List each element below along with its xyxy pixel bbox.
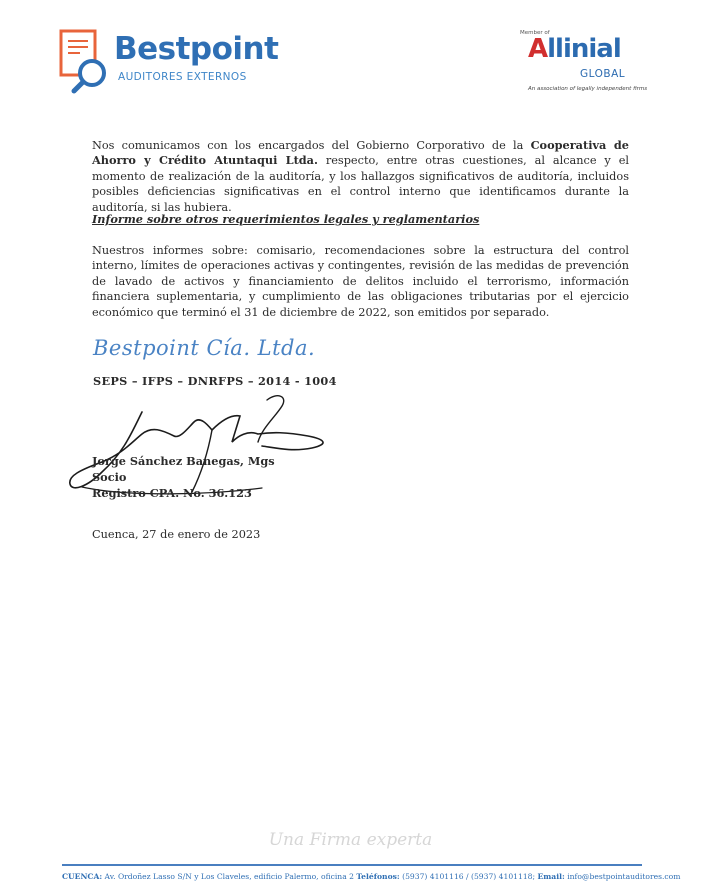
section-heading: Informe sobre otros requerimientos legales y reglamentarios (92, 212, 480, 226)
footer-phones-label: Teléfonos: (356, 872, 400, 881)
paragraph-governance (92, 138, 629, 215)
allinial-logo (518, 30, 658, 100)
member-of-label: Member of (520, 30, 550, 36)
network-name-initial: A (528, 34, 548, 64)
p1-entity-name: Cooperativa de Ahorro y Crédito Atuntaqui Ltda. (92, 138, 629, 168)
p1-text-b: respecto, entre otras cuestiones, al alcance y el momento de realización de la auditoría, y los hallazgos significativos de auditoría, incluidos posibles deficiencias significativas en el control interno que identificamos durante la auditoría, si las hubiera. (92, 154, 629, 214)
footer-contact (62, 872, 680, 881)
date-line: Cuenca, 27 de enero de 2023 (92, 528, 261, 541)
brand-subtitle: AUDITORES EXTERNOS (118, 71, 247, 83)
network-tagline: An association of legally independent firms (528, 86, 648, 92)
footer-address: Av. Ordoñez Lasso S/N y Los Claveles, edificio Palermo, oficina 2 (102, 872, 357, 881)
bestpoint-logo (58, 28, 308, 98)
footer-phones: (5937) 4101116 / (5937) 4101118; (399, 872, 538, 881)
signer-name: Jorge Sánchez Banegas, Mgs (92, 454, 275, 468)
signature-registration: SEPS – IFPS – DNRFPS – 2014 - 1004 (93, 374, 337, 388)
document-magnifier-icon (58, 28, 114, 98)
watermark-slogan: Una Firma experta (268, 830, 433, 850)
network-sub: GLOBAL (580, 68, 626, 80)
signer-cpa-registration: Registro CPA. No. 36.123 (92, 486, 252, 500)
network-name-rest: llinial (547, 34, 621, 64)
network-name (528, 34, 621, 64)
footer-divider (62, 864, 642, 866)
signer-role: Socio (92, 470, 127, 484)
signature-firm-name: Bestpoint Cía. Ltda. (93, 336, 316, 360)
paragraph-other-reports: Nuestros informes sobre: comisario, recomendaciones sobre la estructura del control interno, límites de operaciones activas y contingentes, revisión de las medidas de prevención de lavado de activos y financiamiento de delitos incluido el terrorismo, información financiera suplementaria, y cumplimiento de las obligaciones tributarias por el ejercicio económico que terminó el 31 de diciembre de 2022, son emitidos por separado. (92, 244, 629, 319)
brand-name: Bestpoint (114, 31, 279, 67)
footer-email: info@bestpointauditores.com (564, 872, 681, 881)
footer-city: CUENCA: (62, 872, 103, 881)
footer-email-label: Email: (537, 872, 565, 881)
p1-text-a: Nos comunicamos con los encargados del Gobierno Corporativo de la (92, 139, 531, 152)
